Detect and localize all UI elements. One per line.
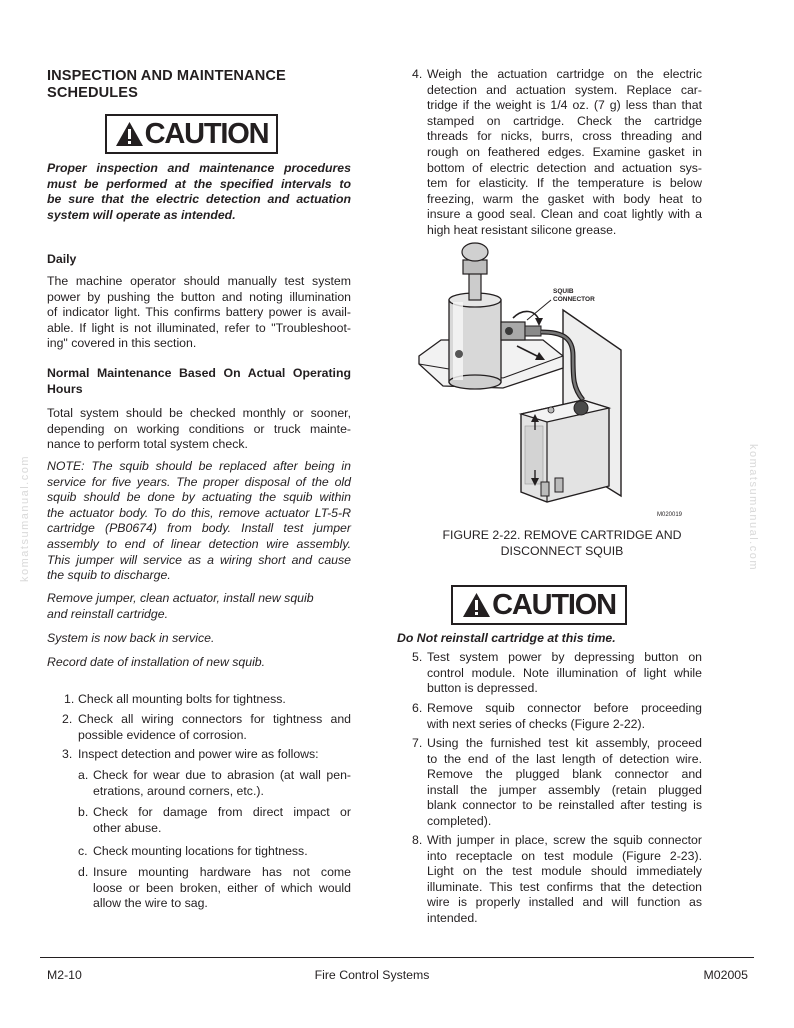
remove-jumper-paragraph: Remove jumper, clean actuator, install new squib and reinstall cartridge. <box>47 591 314 621</box>
warning-triangle-icon <box>462 592 491 618</box>
figure-code: M020019 <box>657 512 683 518</box>
footer-divider <box>40 957 754 958</box>
warning-triangle-icon <box>115 121 144 147</box>
caution-label: CAUTION <box>144 118 269 150</box>
footer-title: Fire Control Systems <box>314 968 430 982</box>
module-receptacle <box>574 401 588 415</box>
caution-banner-left <box>105 114 278 154</box>
watermark-left: komatsumanual.com <box>19 455 31 582</box>
figure-caption: FIGURE 2-22. REMOVE CARTRIDGE AND DISCONNECT SQUIB <box>442 528 682 558</box>
normal-maintenance-paragraph: Total system should be checked monthly or sooner, depending on working conditions or truck mainte- nance to perform total system check. <box>47 406 351 452</box>
figure-2-22-illustration <box>413 238 705 520</box>
daily-heading: Daily <box>47 252 77 266</box>
normal-maintenance-heading: Normal Maintenance Based On Actual Operating Hours <box>47 366 351 396</box>
footer-page-number: M2-10 <box>47 968 82 982</box>
daily-paragraph: The machine operator should manually test system power by pushing the button and noting illumination of indicator light. This confirms battery power is avail- able. If light is not illuminated, refer to "Troubleshoot- ing" covered in this section. <box>47 274 351 351</box>
record-date-text: Record date of installation of new squib. <box>47 655 266 669</box>
watermark-right: komatsumanual.com <box>747 444 759 571</box>
caution-banner-right <box>451 585 627 625</box>
caution-note-left: Proper inspection and maintenance procedures must be performed at the specified intervals to be sure that the electric detection and actuation system will operate as intended. <box>47 161 351 222</box>
section-title: INSPECTION AND MAINTENANCE SCHEDULES <box>47 68 286 101</box>
back-in-service-text: System is now back in service. <box>47 631 215 645</box>
squib-connector-label-line2: CONNECTOR <box>553 296 595 303</box>
footer-doc-code: M02005 <box>703 968 748 982</box>
caution-label: CAUTION <box>492 589 616 621</box>
note-paragraph: NOTE: The squib should be replaced after being in service for five years. The proper disposal of the old squib should be done by actuating the squib within the actuator body. To do this, remove actuator LT-5-R cartridge (PB0674) from body. Install test jumper assembly to end of linear detection wire assembly. This jumper will service as a wiring short and cause the squib to discharge. <box>47 459 351 583</box>
module-indicator-light <box>548 407 554 413</box>
actuator-button <box>462 243 488 261</box>
squib-connector-label-line1: SQUIB <box>553 288 574 295</box>
caution-note-right: Do Not reinstall cartridge at this time. <box>397 631 616 645</box>
